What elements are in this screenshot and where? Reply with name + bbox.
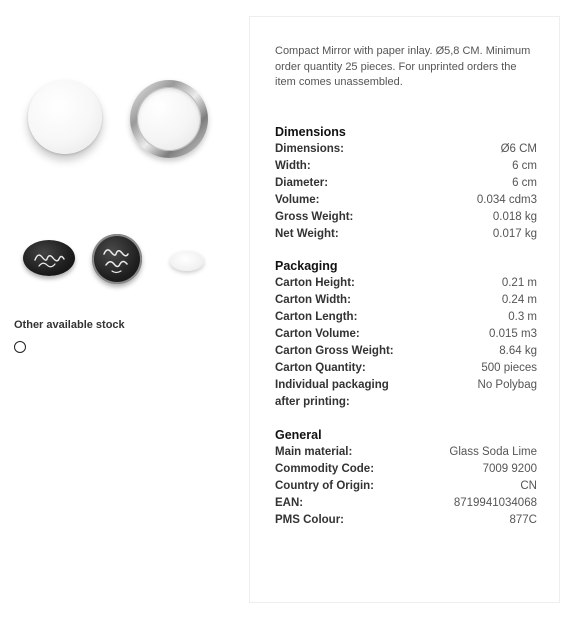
spec-row <box>275 461 537 478</box>
spec-row <box>275 192 537 209</box>
spec-label: Main material: <box>275 446 353 458</box>
other-stock-title: Other available stock <box>14 319 125 331</box>
spec-value: 500 pieces <box>481 362 537 374</box>
script-print-graphic <box>92 234 142 284</box>
spec-value: 877C <box>509 514 537 526</box>
spec-row <box>275 226 537 243</box>
dimensions-heading: Dimensions <box>275 125 346 139</box>
spec-value: 6 cm <box>512 177 537 189</box>
spec-label: Carton Length: <box>275 311 358 323</box>
spec-label: Commodity Code: <box>275 463 375 475</box>
spec-value: 0.017 kg <box>492 228 537 240</box>
mirror-back-image[interactable] <box>130 80 208 158</box>
spec-row <box>275 141 537 158</box>
spec-label: Country of Origin: <box>275 480 375 492</box>
spec-row <box>275 209 537 226</box>
spec-label: Volume: <box>275 194 320 206</box>
script-print-graphic <box>23 240 75 276</box>
spec-label: EAN: <box>275 497 304 509</box>
spec-label: Diameter: <box>275 177 329 189</box>
spec-label: Carton Gross Weight: <box>275 345 394 357</box>
spec-row <box>275 377 537 411</box>
spec-label: Carton Volume: <box>275 328 360 340</box>
spec-row <box>275 512 537 529</box>
spec-value: CN <box>520 480 537 492</box>
packaging-heading: Packaging <box>275 259 338 273</box>
specifications-panel <box>249 16 560 603</box>
spec-value: 0.034 cdm3 <box>476 194 537 206</box>
black-printed-mirror-tilted-image[interactable] <box>23 240 75 276</box>
product-description: Compact Mirror with paper inlay. Ø5,8 CM. Minimum order quantity 25 pieces. For unprinted orders the item comes unassembled. <box>275 45 531 88</box>
spec-label: Carton Quantity: <box>275 362 366 374</box>
spec-row <box>275 326 537 343</box>
spec-label: Width: <box>275 160 311 172</box>
black-printed-mirror-front-image[interactable] <box>92 234 142 284</box>
spec-row <box>275 444 537 461</box>
spec-value: 0.018 kg <box>492 211 537 223</box>
spec-value: 0.3 m <box>508 311 537 323</box>
spec-label: PMS Colour: <box>275 514 344 526</box>
spec-label: Individual packaging after printing: <box>275 379 389 408</box>
spec-value: 6 cm <box>512 160 537 172</box>
spec-value: 0.24 m <box>501 294 537 306</box>
general-section <box>275 427 537 529</box>
white-button-front-image[interactable] <box>28 80 102 154</box>
spec-row <box>275 343 537 360</box>
packaging-section <box>275 258 537 411</box>
spec-row <box>275 158 537 175</box>
dimensions-section <box>275 124 537 243</box>
white-mirror-side-image[interactable] <box>170 251 204 271</box>
spec-value: Ø6 CM <box>500 143 537 155</box>
spec-value: Glass Soda Lime <box>449 446 537 458</box>
spec-row <box>275 275 537 292</box>
stock-option-radio[interactable] <box>14 341 26 353</box>
spec-label: Gross Weight: <box>275 211 354 223</box>
mirror-glass <box>137 87 201 151</box>
spec-label: Carton Height: <box>275 277 355 289</box>
spec-row <box>275 292 537 309</box>
spec-row <box>275 495 537 512</box>
spec-label: Carton Width: <box>275 294 351 306</box>
general-heading: General <box>275 428 322 442</box>
spec-value: 7009 9200 <box>482 463 537 475</box>
spec-label: Net Weight: <box>275 228 339 240</box>
spec-value: 0.015 m3 <box>489 328 537 340</box>
spec-row <box>275 175 537 192</box>
spec-value: 8.64 kg <box>499 345 537 357</box>
spec-label: Dimensions: <box>275 143 345 155</box>
product-gallery <box>0 0 240 627</box>
spec-row <box>275 478 537 495</box>
spec-row <box>275 360 537 377</box>
spec-value: 8719941034068 <box>453 497 537 509</box>
spec-row <box>275 309 537 326</box>
spec-value: No Polybag <box>477 379 537 391</box>
spec-value: 0.21 m <box>501 277 537 289</box>
